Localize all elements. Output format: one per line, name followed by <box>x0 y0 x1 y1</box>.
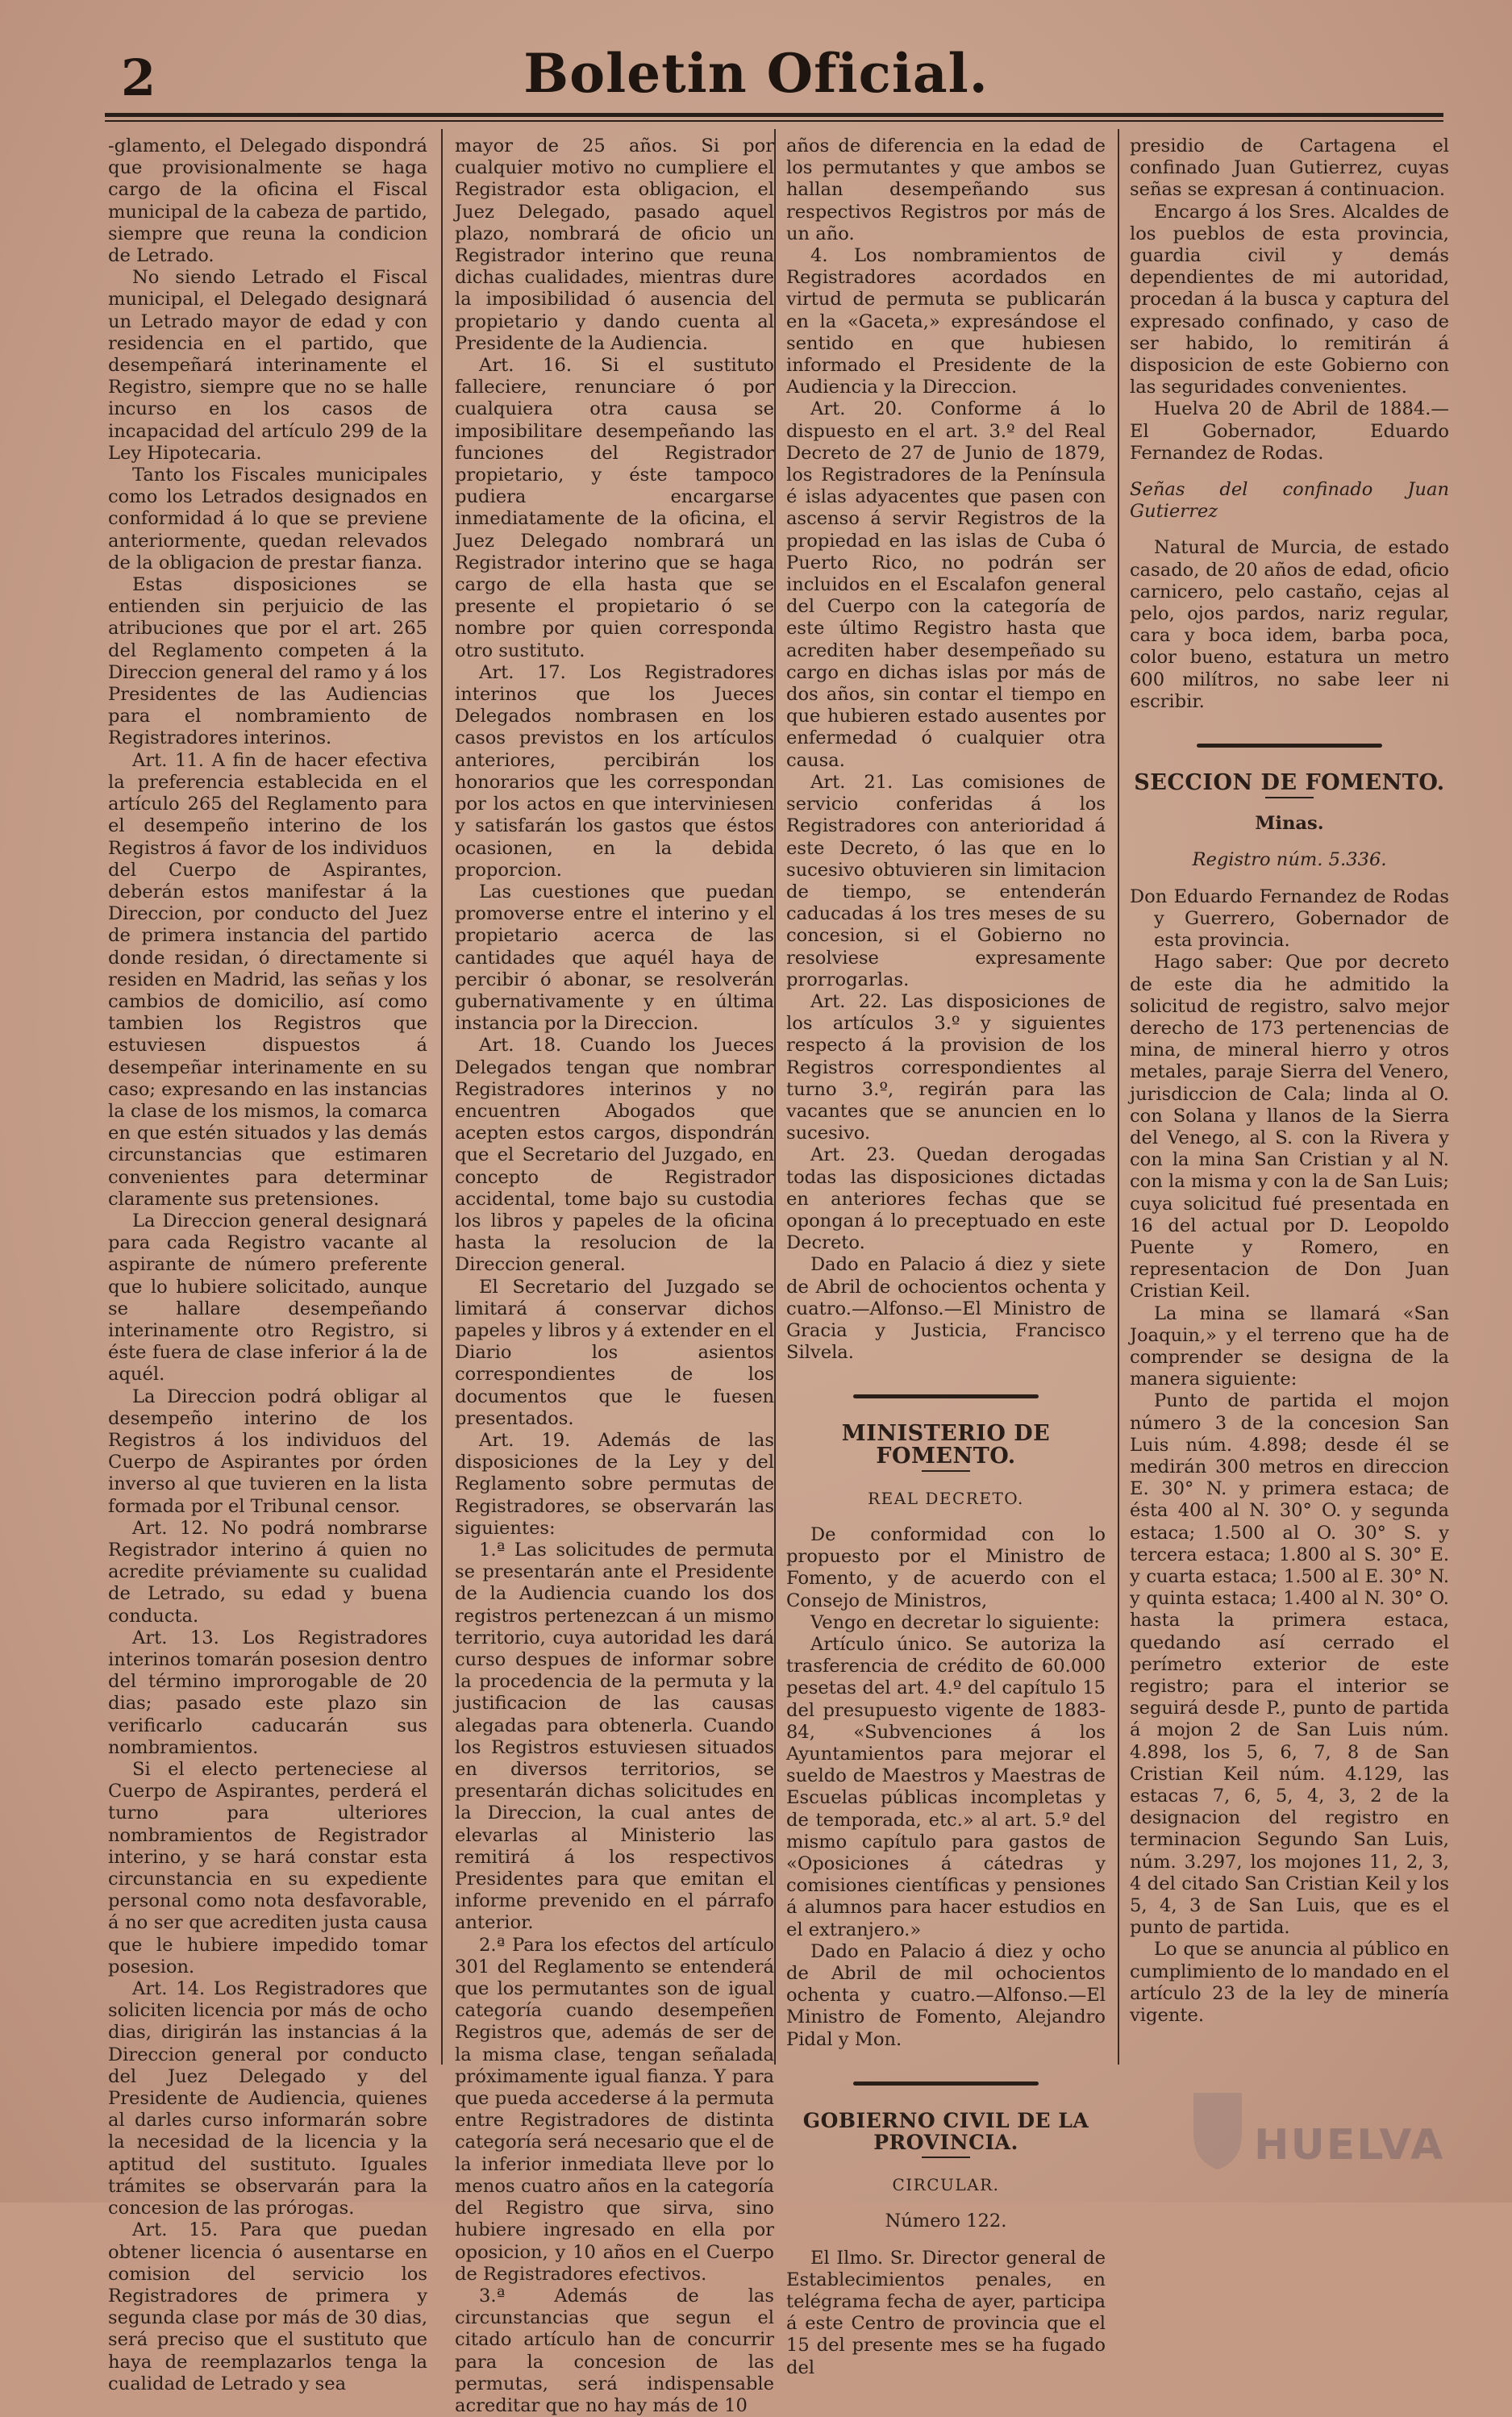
paragraph: 4. Los nombramientos de Registradores acordados en virtud de permuta se publicarán en la «Gaceta,» expresándose el sentido en que hubiesen informado el Presidente de la Audiencia y la Direccion. <box>786 245 1106 398</box>
circular-label: CIRCULAR. <box>892 2175 1000 2195</box>
column-1 <box>108 135 427 2394</box>
fomento-heading: SECCION DE FOMENTO. <box>1134 770 1445 796</box>
paragraph: años de diferencia en la edad de los permutantes y que ambos se hallan desempeñando sus respectivos Registros por más de un año. <box>786 135 1106 244</box>
decree-label: REAL DECRETO. <box>868 1488 1024 1508</box>
paragraph: -glamento, el Delegado dispondrá que provisionalmente se haga cargo de la oficina el Fiscal municipal de la cabeza de partido, siempre que reuna la condicion de Letrado. <box>108 135 427 267</box>
section-divider <box>853 2082 1039 2086</box>
paragraph: Estas disposiciones se entienden sin perjuicio de las atribuciones que por el art. 265 del Reglamento competen á la Direccion general del ramo y á los Presidentes de las Audiencias para el nombramiento de Registradores interinos. <box>108 574 427 749</box>
signature-paragraph: Dado en Palacio á diez y siete de Abril de ochocientos ochenta y cuatro.—Alfonso.—El Ministro de Gracia y Justicia, Francisco Silvela. <box>786 1254 1106 1364</box>
section-divider <box>1197 744 1382 748</box>
short-divider <box>922 1470 970 1472</box>
article-paragraph: Art. 12. No podrá nombrarse Registrador interino á quien no acredite préviamente su cualidad de Letrado, su edad y buena conducta. <box>108 1517 427 1627</box>
article-paragraph: Art. 19. Además de las disposiciones de la Ley y del Reglamento sobre permutas de Registradores, se observarán las siguientes: <box>455 1429 774 1539</box>
article-paragraph: Art. 14. Los Registradores que soliciten licencia por más de ocho dias, dirigirán las instancias á la Direccion general por conducto del Juez Delegado y del Presidente de Audiencia, quienes al darles curso informarán sobre la necesidad de la licencia y la aptitud del sustituto. Iguales trámites se observarán para la concesion de las prórogas. <box>108 1978 427 2219</box>
paragraph: El Secretario del Juzgado se limitará á conservar dichos papeles y libros y á extender en el Diario los asientos correspondientes de los documentos que le fuesen presentados. <box>455 1276 774 1429</box>
signature-paragraph: Huelva 20 de Abril de 1884.—El Gobernador, Eduardo Fernandez de Rodas. <box>1130 398 1449 464</box>
article-paragraph: Art. 17. Los Registradores interinos que los Jueces Delegados nombrasen en los casos previstos en los artículos anteriores, percibirán los honorarios que les correspondan por los actos en que interviniesen y satisfarán los gastos que éstos ocasionen, en la debida proporcion. <box>455 661 774 881</box>
paragraph: La Direccion general designará para cada Registro vacante al aspirante de número preferente que lo hubiere solicitado, aunque se hallare desempeñando interinamente otro Registro, si éste fuera de clase inferior á la de aquél. <box>108 1210 427 1386</box>
paragraph: Las cuestiones que puedan promoverse entre el interino y el propietario acerca de las cantidades que aquél haya de percibir ó abonar, se resolverán gubernativamente y en última instancia por la Direccion. <box>455 881 774 1035</box>
paragraph: Punto de partida el mojon número 3 de la concesion San Luis núm. 4.898; desde él se medirán 300 metros en direccion E. 30° N. y primera estaca; de ésta 400 al N. 30° O. y segunda estaca; 1.500 al O. 30° S. y tercera estaca; 1.800 al S. 30° E. y cuarta estaca; 1.500 al E. 30° N. y quinta estaca; 1.400 al N. 30° O. hasta la primera estaca, quedando así cerrado el perímetro exterior de este registro; para el interior se seguirá desde P., punto de partida á mojon 2 de San Luis núm. 4.898, los 5, 6, 7, 8 de San Cristian Keil núm. 4.129, las estacas 7, 6, 5, 4, 3, 2 de la designacion del registro en terminacion Segundo San Luis, núm. 3.297, los mojones 11, 2, 3, 4 del citado San Cristian Keil y los 5, 4, 3 de San Luis, que es el punto de partida. <box>1130 1390 1449 1939</box>
paragraph: No siendo Letrado el Fiscal municipal, el Delegado designará un Letrado mayor de edad y con residencia en el partido, que desempeñará interinamente el Registro, siempre que no se halle incurso en los casos de incapacidad del artículo 299 de la Ley Hipotecaria. <box>108 267 427 464</box>
article-paragraph: Art. 13. Los Registradores interinos tomarán posesion dentro del término improrogable de 20 dias; pasado este plazo sin verificarlo caducarán sus nombramientos. <box>108 1627 427 1758</box>
article-paragraph: Art. 15. Para que puedan obtener licencia ó ausentarse en comision del servicio los Registradores de primera y segunda clase por más de 30 dias, será preciso que el sustituto que haya de reemplazarlos tenga la cualidad de Letrado y sea <box>108 2219 427 2394</box>
masthead-title: Boletin Oficial. <box>523 42 989 105</box>
archive-watermark: HUELVA <box>1254 2121 1445 2169</box>
paragraph: mayor de 25 años. Si por cualquier motivo no cumpliere el Registrador esta obligacion, el Juez Delegado, pasado aquel plazo, nombrará de oficio un Registrador interino que reuna dichas cualidades, mientras dure la imposibilidad ó ausencia del propietario y dando cuenta al Presidente de la Audiencia. <box>455 135 774 354</box>
paragraph: 1.ª Las solicitudes de permuta se presentarán ante el Presidente de la Audiencia cuando los dos registros pertenezcan á un mismo territorio, cuya autoridad les dará curso despues de informar sobre la procedencia de la permuta y la justificacion de las causas alegadas para obtenerla. Cuando los Registros estuviesen situados en diversos territorios, se presentarán dichas solicitudes en la Direccion, la cual antes de elevarlas al Ministerio las remitirá á los respectivos Presidentes para que emitan el informe prevenido en el párrafo anterior. <box>455 1540 774 1934</box>
paragraph: El Ilmo. Sr. Director general de Establecimientos penales, en telégrama fecha de ayer, participa á este Centro de provincia que el 15 del presente mes se ha fugado del <box>786 2247 1106 2378</box>
paragraph: 3.ª Además de las circunstancias que segun el citado artículo han de concurrir para la concesion de las permutas, será indispensable acreditar que no hay más de 10 <box>455 2285 774 2416</box>
paragraph: Don Eduardo Fernandez de Rodas y Guerrero, Gobernador de esta provincia. <box>1130 886 1449 952</box>
section-divider <box>853 1394 1039 1398</box>
column-separator <box>441 129 443 2065</box>
article-paragraph: Art. 11. A fin de hacer efectiva la preferencia establecida en el artículo 265 del Reglamento para el desempeño interino de los Registros á favor de los individuos del Cuerpo de Aspirantes, deberán estos manifestar á la Direccion, por conducto del Juez de primera instancia del partido donde residan, ó directamente si residen en Madrid, las señas y los cambios de domicilio, así como tambien los Registros que estuviesen dispuestos á desempeñar interinamente en su caso; expresando en las instancias la clase de los mismos, la comarca en que estén situados y las demás circunstancias que estimaren convenientes para determinar claramente sus pretensiones. <box>108 749 427 1210</box>
paragraph: La mina se llamará «San Joaquin,» y el terreno que ha de comprender se designa de la manera siguiente: <box>1130 1302 1449 1390</box>
paragraph: Natural de Murcia, de estado casado, de 20 años de edad, oficio carnicero, pelo castaño, cejas al pelo, ojos pardos, nariz regular, cara y boca idem, barba poca, color bueno, estatura un metro 600 milítros, no sabe leer ni escribir. <box>1130 537 1449 712</box>
paragraph: Artículo único. Se autoriza la trasferencia de crédito de 60.000 pesetas del art. 4.º del capítulo 15 del presupuesto vigente de 1883-84, «Subvenciones á los Ayuntamientos para mejorar el sueldo de Maestros y Maestras de Escuelas públicas incompletas y de temporada, etc.» al art. 5.º del mismo capítulo para gastos de «Oposiciones á cátedras y comisiones científicas y pensiones á alumnos para hacer estudios en el extranjero.» <box>786 1634 1106 1940</box>
header-rule <box>105 113 1443 117</box>
article-paragraph: Art. 21. Las comisiones de servicio conferidas á los Registradores con anterioridad á este Decreto, ó las que en lo sucesivo obtuvieren sin limitacion de tiempo, se entenderán caducadas á los tres meses de su concesion, si el Gobierno no resolviese expresamente prorrogarlas. <box>786 771 1106 990</box>
header-rule-thin <box>105 120 1443 122</box>
article-paragraph: Art. 20. Conforme á lo dispuesto en el art. 3.º del Real Decreto de 27 de Junio de 1879, los Registradores de la Península é islas adyacentes que pasen con ascenso á servir Registros de la propiedad en las islas de Cuba ó Puerto Rico, no podrán ser incluidos en el Escalafon general del Cuerpo con la categoría de este último Registro hasta que acrediten haber desempeñado su cargo en dichas islas por más de dos años, sin contar el tiempo en que hubieren estado ausentes por enfermedad ó cualquier otra causa. <box>786 398 1106 771</box>
article-paragraph: Art. 22. Las disposiciones de los artículos 3.º y siguientes respecto á la provision de los Registros correspondientes al turno 3.º, regirán para las vacantes que se anuncien en lo sucesivo. <box>786 990 1106 1144</box>
paragraph: 2.ª Para los efectos del artículo 301 del Reglamento se entenderá que los permutantes son de igual categoría cuando desempeñen Registros que, además de ser de la misma clase, tengan señalada próximamente igual fianza. Y para que pueda accederse á la permuta entre Registradores de distinta categoría será necesario que el de la inferior inmediata lleve por lo menos cuatro años en la categoría del Registro que sirva, sino hubiere ingresado en ella por oposicion, y 10 años en el Cuerpo de Registradores efectivos. <box>455 1934 774 2285</box>
column-3 <box>786 135 1106 2378</box>
signature-paragraph: Dado en Palacio á diez y ocho de Abril de mil ochocientos ochenta y cuatro.—Alfonso.—El Ministro de Fomento, Alejandro Pidal y Mon. <box>786 1940 1106 2050</box>
paragraph: De conformidad con lo propuesto por el Ministro de Fomento, y de acuerdo con el Consejo de Ministros, <box>786 1523 1106 1611</box>
article-paragraph: Art. 23. Quedan derogadas todas las disposiciones dictadas en anteriores fechas que se opongan á lo preceptuado en este Decreto. <box>786 1144 1106 1254</box>
senas-heading: Señas del confinado Juan Gutierrez <box>1130 479 1449 523</box>
paragraph: Vengo en decretar lo siguiente: <box>810 1611 1100 1633</box>
paragraph: Hago saber: Que por decreto de este dia he admitido la solicitud de registro, salvo mejor derecho de 173 pertenencias de mina, de mineral hierro y otros metales, paraje Sierra del Venero, jurisdiccion de Cala; linda al O. con Solana y llanos de la Sierra del Venego, al S. con la Rivera y con la mina San Cristian y al N. con la misma y con la de San Luis; cuya solicitud fué presentada en 16 del actual por D. Leopoldo Puente y Romero, en representacion de Don Juan Cristian Keil. <box>1130 952 1449 1302</box>
minas-heading: Minas. <box>1255 813 1324 835</box>
page-number: 2 <box>121 48 156 107</box>
ministry-heading: MINISTERIO DE FOMENTO. <box>841 1421 1051 1469</box>
circular-number: Número 122. <box>885 2211 1007 2232</box>
paragraph: La Direccion podrá obligar al desempeño interino de los Registros á los individuos del Cuerpo de Aspirantes por órden inverso al que tuvieren en la lista formada por el Tribunal censor. <box>108 1386 427 1517</box>
article-paragraph: Art. 18. Cuando los Jueces Delegados tengan que nombrar Registradores interinos y no encuentren Abogados que acepten estos cargos, dispondrán que el Secretario del Juzgado, en concepto de Registrador accidental, tome bajo su custodia los libros y papeles de la oficina hasta la resolucion de la Direccion general. <box>455 1035 774 1276</box>
paragraph: Si el electo perteneciese al Cuerpo de Aspirantes, perderá el turno para ulteriores nombramientos de Registrador interino, y se hará constar esta circunstancia en su expediente personal como nota desfavorable, á no ser que acrediten justa causa que le hubiere impedido tomar posesion. <box>108 1759 427 1977</box>
column-4 <box>1130 135 1449 2164</box>
short-divider <box>922 2157 970 2158</box>
paragraph: Tanto los Fiscales municipales como los Letrados designados en conformidad á lo que se previene anteriormente, quedan relevados de la obligacion de prestar fianza. <box>108 465 427 573</box>
article-paragraph: Art. 16. Si el sustituto falleciere, renunciare ó por cualquiera otra causa se imposibilitare desempeñando las funciones del Registrador propietario, y éste tampoco pudiera encargarse inmediatamente de la oficina, el Juez Delegado nombrará un Registrador interino que se haga cargo de ella hasta que se presente el propietario ó se nombre por quien corresponda otro sustituto. <box>455 355 774 661</box>
column-separator <box>1118 129 1119 2065</box>
paragraph: presidio de Cartagena el confinado Juan Gutierrez, cuyas señas se expresan á continuacion. <box>1130 135 1449 201</box>
paragraph: Encargo á los Sres. Alcaldes de los pueblos de esta provincia, guardia civil y demás dependientes de mi autoridad, procedan á la busca y captura del expresado confinado, y caso de ser habido, lo remitirán á disposicion de este Gobierno con las seguridades convenientes. <box>1130 201 1449 398</box>
column-separator <box>774 129 776 2065</box>
column-2 <box>455 135 774 2416</box>
short-divider <box>1265 797 1314 798</box>
gobierno-heading: GOBIERNO CIVIL DE LA PROVINCIA. <box>802 2108 1089 2155</box>
registro-heading: Registro núm. 5.336. <box>1192 849 1387 871</box>
paragraph: Lo que se anuncia al público en cumplimiento de lo mandado en el artículo 23 de la ley de minería vigente. <box>1130 1939 1449 2027</box>
